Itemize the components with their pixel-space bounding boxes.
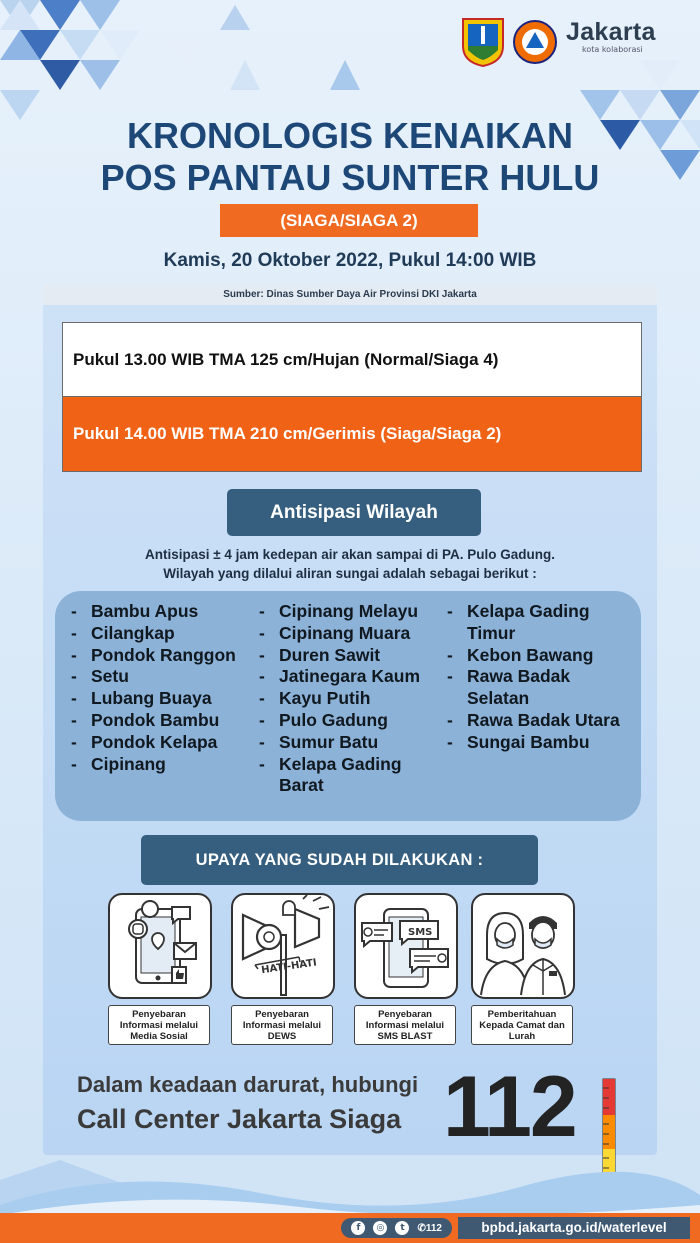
antisipasi-description: [43, 545, 657, 583]
list-item: - Jatinegara Kaum: [259, 666, 449, 688]
list-item: - Bambu Apus: [71, 601, 261, 623]
list-item: - Rawa Badak Utara: [447, 710, 637, 732]
social-media-phone-icon: [108, 893, 212, 999]
list-item: - Duren Sawit: [259, 645, 449, 667]
list-item: - Pulo Gadung: [259, 710, 449, 732]
dki-jakarta-crest-icon: [460, 16, 506, 68]
list-item: - Cipinang Muara: [259, 623, 449, 645]
sms-bubble-text: SMS: [408, 927, 433, 938]
status-badge: (SIAGA/SIAGA 2): [220, 204, 478, 237]
dews-sign-text: HATI-HATI: [260, 957, 318, 977]
source-note: Sumber: Dinas Sumber Daya Air Provinsi DKI Jakarta: [43, 285, 657, 305]
action-card-officials: [471, 893, 575, 1045]
action-card-sms-blast: [354, 893, 458, 1045]
list-item: - Kelapa Gading Barat: [259, 754, 449, 798]
officials-icon: [471, 893, 575, 999]
emergency-callout: [77, 1071, 418, 1137]
reading-row-normal: Pukul 13.00 WIB TMA 125 cm/Hujan (Normal/Siaga 4): [63, 323, 641, 397]
instagram-icon[interactable]: ◎: [373, 1221, 387, 1235]
list-item: - Cilangkap: [71, 623, 261, 645]
list-item: - Kelapa Gading Timur: [447, 601, 637, 645]
footer-url-link[interactable]: bpbd.jakarta.go.id/waterlevel: [458, 1217, 690, 1239]
emergency-line-1: Dalam keadaan darurat, hubungi: [77, 1072, 419, 1097]
list-item: - Kayu Putih: [259, 688, 449, 710]
list-item: - Kebon Bawang: [447, 645, 637, 667]
action-label-officials: Pemberitahuan Kepada Camat dan Lurah: [471, 1005, 573, 1045]
twitter-icon[interactable]: t: [395, 1221, 409, 1235]
water-level-table: [62, 322, 642, 472]
jakarta-wordmark: Jakarta: [566, 18, 656, 46]
antisipasi-header: Antisipasi Wilayah: [227, 489, 481, 536]
footer-social-links: [341, 1218, 452, 1238]
desc-line-2: Wilayah yang dilalui aliran sungai adalah sebagai berikut :: [163, 566, 537, 581]
area-column-1: [71, 601, 261, 775]
action-card-dews: [231, 893, 335, 1045]
emergency-number: 112: [443, 1059, 576, 1155]
action-label-dews: Penyebaran Informasi melalui DEWS: [231, 1005, 333, 1045]
list-item: - Setu: [71, 666, 261, 688]
jakarta-brand-logo: [566, 18, 686, 54]
page-title: [0, 115, 700, 199]
list-item: - Rawa Badak Selatan: [447, 666, 637, 710]
list-item: - Pondok Ranggon: [71, 645, 261, 667]
bpbd-logo-icon: [512, 19, 558, 65]
list-item: - Cipinang: [71, 754, 261, 776]
list-item: - Pondok Bambu: [71, 710, 261, 732]
emergency-line-2: Call Center Jakarta Siaga: [77, 1104, 402, 1134]
action-card-social-media: [108, 893, 212, 1045]
hotline-number: 112: [425, 1222, 442, 1234]
action-label-sms-blast: Penyebaran Informasi melalui SMS BLAST: [354, 1005, 456, 1045]
sms-phone-icon: [354, 893, 458, 999]
facebook-icon[interactable]: f: [351, 1221, 365, 1235]
affected-areas-box: [55, 591, 641, 821]
area-column-3: [447, 601, 637, 754]
date-line: Kamis, 20 Oktober 2022, Pukul 14:00 WIB: [163, 250, 537, 271]
list-item: - Cipinang Melayu: [259, 601, 449, 623]
list-item: - Pondok Kelapa: [71, 732, 261, 754]
desc-line-1: Antisipasi ± 4 jam kedepan air akan sampai di PA. Pulo Gadung.: [144, 547, 556, 562]
list-item: - Sungai Bambu: [447, 732, 637, 754]
logo-group: [460, 16, 656, 68]
reading-row-alert: Pukul 14.00 WIB TMA 210 cm/Gerimis (Siaga/Siaga 2): [63, 397, 641, 471]
hotline-112-link[interactable]: ✆112: [417, 1222, 442, 1234]
list-item: - Sumur Batu: [259, 732, 449, 754]
jakarta-tagline: kota kolaborasi: [582, 45, 643, 54]
upaya-header: UPAYA YANG SUDAH DILAKUKAN :: [141, 835, 538, 885]
siren-megaphone-icon: [231, 893, 335, 999]
area-column-2: [259, 601, 449, 797]
list-item: - Lubang Buaya: [71, 688, 261, 710]
action-label-social-media: Penyebaran Informasi melalui Media Sosial: [108, 1005, 210, 1045]
title-line-2: POS PANTAU SUNTER HULU: [100, 157, 600, 198]
title-line-1: KRONOLOGIS KENAIKAN: [126, 115, 573, 156]
